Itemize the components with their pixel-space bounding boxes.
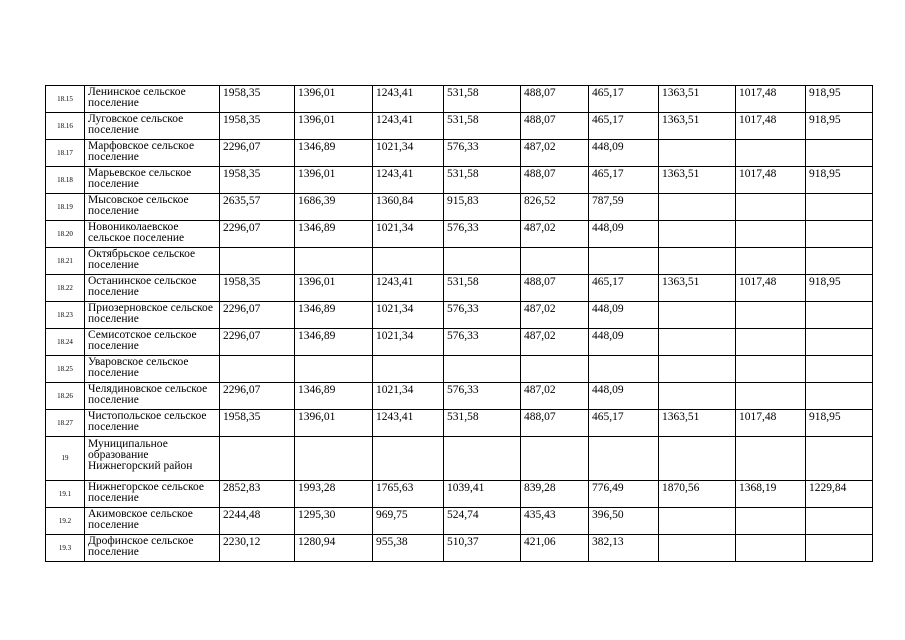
table-row	[46, 481, 873, 508]
value-cell	[806, 437, 873, 481]
value-cell: 2230,12	[220, 535, 295, 562]
value-cell: 1363,51	[659, 275, 736, 302]
value-cell	[220, 437, 295, 481]
value-cell	[806, 140, 873, 167]
value-cell: 487,02	[521, 329, 589, 356]
value-cell: 1017,48	[736, 410, 806, 437]
row-number: 18.21	[46, 248, 85, 275]
value-cell: 1017,48	[736, 275, 806, 302]
value-cell: 2296,07	[220, 140, 295, 167]
value-cell: 487,02	[521, 302, 589, 329]
value-cell: 1765,63	[373, 481, 444, 508]
value-cell: 576,33	[444, 383, 521, 410]
value-cell: 1870,56	[659, 481, 736, 508]
row-number: 19.1	[46, 481, 85, 508]
value-cell: 776,49	[589, 481, 659, 508]
value-cell: 1360,84	[373, 194, 444, 221]
table-row	[46, 86, 873, 113]
table-row	[46, 194, 873, 221]
value-cell: 488,07	[521, 410, 589, 437]
table-row	[46, 167, 873, 194]
row-number: 18.26	[46, 383, 85, 410]
value-cell: 1243,41	[373, 167, 444, 194]
value-cell	[659, 508, 736, 535]
value-cell	[220, 356, 295, 383]
table-row	[46, 302, 873, 329]
value-cell	[806, 329, 873, 356]
value-cell: 1243,41	[373, 275, 444, 302]
value-cell: 826,52	[521, 194, 589, 221]
value-cell: 918,95	[806, 86, 873, 113]
value-cell: 1686,39	[295, 194, 373, 221]
value-cell	[659, 302, 736, 329]
value-cell: 576,33	[444, 302, 521, 329]
value-cell: 1017,48	[736, 167, 806, 194]
settlement-name: Чистопольское сельское поселение	[85, 410, 220, 437]
value-cell	[806, 356, 873, 383]
value-cell: 487,02	[521, 221, 589, 248]
value-cell: 1993,28	[295, 481, 373, 508]
value-cell: 1396,01	[295, 113, 373, 140]
value-cell: 396,50	[589, 508, 659, 535]
value-cell: 1958,35	[220, 113, 295, 140]
value-cell: 2296,07	[220, 383, 295, 410]
value-cell: 465,17	[589, 167, 659, 194]
table-row	[46, 356, 873, 383]
value-cell: 1396,01	[295, 275, 373, 302]
value-cell	[659, 194, 736, 221]
table-row	[46, 275, 873, 302]
value-cell	[444, 437, 521, 481]
value-cell: 1021,34	[373, 302, 444, 329]
value-cell: 524,74	[444, 508, 521, 535]
value-cell: 2296,07	[220, 329, 295, 356]
value-cell: 1363,51	[659, 167, 736, 194]
value-cell	[521, 248, 589, 275]
value-cell	[736, 437, 806, 481]
value-cell: 531,58	[444, 275, 521, 302]
value-cell: 487,02	[521, 140, 589, 167]
value-cell: 1958,35	[220, 275, 295, 302]
value-cell: 1346,89	[295, 302, 373, 329]
value-cell: 531,58	[444, 86, 521, 113]
value-cell: 1021,34	[373, 221, 444, 248]
table-row	[46, 329, 873, 356]
value-cell: 531,58	[444, 410, 521, 437]
value-cell	[589, 356, 659, 383]
row-number: 19.2	[46, 508, 85, 535]
value-cell: 421,06	[521, 535, 589, 562]
value-cell: 465,17	[589, 410, 659, 437]
value-cell	[659, 248, 736, 275]
value-cell: 918,95	[806, 410, 873, 437]
value-cell: 531,58	[444, 167, 521, 194]
value-cell	[736, 329, 806, 356]
value-cell	[659, 383, 736, 410]
value-cell: 2296,07	[220, 302, 295, 329]
row-number: 18.15	[46, 86, 85, 113]
value-cell: 448,09	[589, 140, 659, 167]
value-cell	[444, 356, 521, 383]
value-cell: 1363,51	[659, 86, 736, 113]
value-cell	[736, 535, 806, 562]
value-cell	[659, 140, 736, 167]
value-cell: 918,95	[806, 167, 873, 194]
value-cell: 2296,07	[220, 221, 295, 248]
settlement-name: Уваровское сельское поселение	[85, 356, 220, 383]
value-cell: 448,09	[589, 221, 659, 248]
row-number: 18.22	[46, 275, 85, 302]
settlement-name: Приозерновское сельское поселение	[85, 302, 220, 329]
value-cell: 1346,89	[295, 140, 373, 167]
value-cell: 488,07	[521, 113, 589, 140]
value-cell: 1039,41	[444, 481, 521, 508]
value-cell	[295, 437, 373, 481]
table-row	[46, 410, 873, 437]
table-row	[46, 113, 873, 140]
value-cell	[736, 248, 806, 275]
value-cell: 487,02	[521, 383, 589, 410]
value-cell: 839,28	[521, 481, 589, 508]
row-number: 18.18	[46, 167, 85, 194]
value-cell	[806, 248, 873, 275]
value-cell: 787,59	[589, 194, 659, 221]
value-cell	[806, 383, 873, 410]
value-cell	[736, 508, 806, 535]
value-cell: 918,95	[806, 275, 873, 302]
value-cell	[736, 221, 806, 248]
table-row	[46, 248, 873, 275]
value-cell: 1346,89	[295, 221, 373, 248]
value-cell	[659, 535, 736, 562]
value-cell: 955,38	[373, 535, 444, 562]
value-cell: 2852,83	[220, 481, 295, 508]
value-cell: 576,33	[444, 140, 521, 167]
value-cell: 1243,41	[373, 410, 444, 437]
row-number: 18.27	[46, 410, 85, 437]
table-row	[46, 221, 873, 248]
row-number: 19	[46, 437, 85, 481]
value-cell	[659, 329, 736, 356]
settlement-name: Марфовское сельское поселение	[85, 140, 220, 167]
value-cell: 1346,89	[295, 329, 373, 356]
settlement-name: Семисотское сельское поселение	[85, 329, 220, 356]
value-cell: 465,17	[589, 275, 659, 302]
settlement-name: Челядиновское сельское поселение	[85, 383, 220, 410]
value-cell: 1229,84	[806, 481, 873, 508]
value-cell	[736, 194, 806, 221]
value-cell	[659, 221, 736, 248]
value-cell: 465,17	[589, 113, 659, 140]
settlement-name: Марьевское сельское поселение	[85, 167, 220, 194]
value-cell: 1346,89	[295, 383, 373, 410]
value-cell	[444, 248, 521, 275]
value-cell: 1021,34	[373, 329, 444, 356]
value-cell: 531,58	[444, 113, 521, 140]
row-number: 19.3	[46, 535, 85, 562]
value-cell: 1017,48	[736, 86, 806, 113]
value-cell: 1958,35	[220, 167, 295, 194]
row-number: 18.25	[46, 356, 85, 383]
value-cell: 1368,19	[736, 481, 806, 508]
row-number: 18.20	[46, 221, 85, 248]
value-cell: 465,17	[589, 86, 659, 113]
value-cell: 382,13	[589, 535, 659, 562]
value-cell	[806, 221, 873, 248]
row-number: 18.16	[46, 113, 85, 140]
value-cell: 1017,48	[736, 113, 806, 140]
value-cell: 918,95	[806, 113, 873, 140]
value-cell	[589, 437, 659, 481]
settlement-name: Луговское сельское поселение	[85, 113, 220, 140]
value-cell: 1958,35	[220, 86, 295, 113]
settlement-name: Останинское сельское поселение	[85, 275, 220, 302]
value-cell	[521, 437, 589, 481]
value-cell	[589, 248, 659, 275]
settlement-name: Муниципальное образование Нижнегорский район	[85, 437, 220, 481]
table-row	[46, 437, 873, 481]
rates-table	[45, 85, 873, 562]
value-cell: 915,83	[444, 194, 521, 221]
table-row	[46, 535, 873, 562]
value-cell: 448,09	[589, 329, 659, 356]
value-cell: 2635,57	[220, 194, 295, 221]
value-cell	[295, 248, 373, 275]
value-cell	[295, 356, 373, 383]
value-cell	[373, 437, 444, 481]
settlement-name: Дрофинское сельское поселение	[85, 535, 220, 562]
value-cell: 576,33	[444, 329, 521, 356]
row-number: 18.23	[46, 302, 85, 329]
table-row	[46, 140, 873, 167]
settlement-name: Ленинское сельское поселение	[85, 86, 220, 113]
value-cell: 1363,51	[659, 410, 736, 437]
value-cell	[736, 383, 806, 410]
value-cell: 435,43	[521, 508, 589, 535]
settlement-name: Октябрьское сельское поселение	[85, 248, 220, 275]
value-cell	[736, 356, 806, 383]
value-cell	[806, 302, 873, 329]
settlement-name: Акимовское сельское поселение	[85, 508, 220, 535]
value-cell: 1243,41	[373, 86, 444, 113]
value-cell: 1396,01	[295, 167, 373, 194]
value-cell	[373, 356, 444, 383]
value-cell: 1021,34	[373, 140, 444, 167]
value-cell	[806, 535, 873, 562]
value-cell	[220, 248, 295, 275]
value-cell	[373, 248, 444, 275]
value-cell: 1243,41	[373, 113, 444, 140]
value-cell: 1958,35	[220, 410, 295, 437]
value-cell	[806, 508, 873, 535]
table-row	[46, 508, 873, 535]
value-cell: 1295,30	[295, 508, 373, 535]
row-number: 18.17	[46, 140, 85, 167]
table-body	[46, 86, 873, 562]
value-cell: 1396,01	[295, 86, 373, 113]
value-cell: 1363,51	[659, 113, 736, 140]
value-cell	[521, 356, 589, 383]
value-cell: 448,09	[589, 302, 659, 329]
value-cell: 448,09	[589, 383, 659, 410]
row-number: 18.19	[46, 194, 85, 221]
value-cell	[806, 194, 873, 221]
value-cell	[659, 356, 736, 383]
value-cell	[659, 437, 736, 481]
value-cell: 488,07	[521, 275, 589, 302]
value-cell: 510,37	[444, 535, 521, 562]
settlement-name: Нижнегорское сельское поселение	[85, 481, 220, 508]
value-cell: 488,07	[521, 86, 589, 113]
settlement-name: Новониколаевское сельское поселение	[85, 221, 220, 248]
value-cell: 1021,34	[373, 383, 444, 410]
value-cell	[736, 140, 806, 167]
value-cell: 1280,94	[295, 535, 373, 562]
settlement-name: Мысовское сельское поселение	[85, 194, 220, 221]
value-cell: 1396,01	[295, 410, 373, 437]
table-row	[46, 383, 873, 410]
row-number: 18.24	[46, 329, 85, 356]
value-cell: 576,33	[444, 221, 521, 248]
value-cell: 2244,48	[220, 508, 295, 535]
value-cell: 488,07	[521, 167, 589, 194]
value-cell: 969,75	[373, 508, 444, 535]
value-cell	[736, 302, 806, 329]
